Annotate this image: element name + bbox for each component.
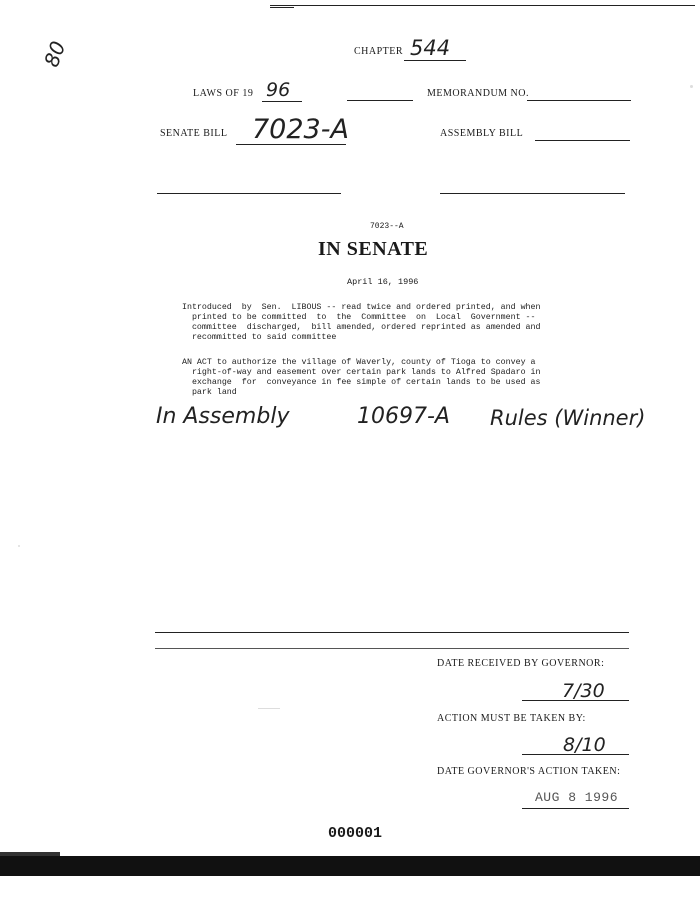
scan-speck (18, 545, 20, 547)
introduced-line: printed to be committed to the Committee on Local Government -- (182, 313, 536, 322)
action-taken-stamp: AUG 8 1996 (535, 790, 619, 805)
scan-speck (690, 85, 693, 88)
committee-note: Rules (Winner) (490, 406, 646, 430)
bill-date: April 16, 1996 (347, 277, 419, 287)
lower-rule-2 (155, 648, 629, 649)
top-rule-short (270, 7, 294, 8)
laws-year: 96 (266, 79, 291, 101)
bottom-edge-sliver (0, 852, 60, 856)
memo-label: MEMORANDUM NO. (427, 88, 530, 99)
assembly-bill-label: ASSEMBLY BILL (440, 128, 524, 139)
chapter-label: CHAPTER (354, 46, 404, 57)
act-line: exchange for conveyance in fee simple of certain lands to be used as (182, 378, 541, 387)
introduced-line: Introduced by Sen. LIBOUS -- read twice and ordered printed, and when (182, 303, 541, 312)
date-received-underline (522, 700, 629, 701)
date-received-value: 7/30 (562, 680, 605, 702)
page-number: 000001 (328, 825, 383, 842)
margin-mark: 80 (39, 37, 71, 71)
act-line: AN ACT to authorize the village of Waverly, county of Tioga to convey a (182, 358, 536, 367)
chamber-title: IN SENATE (318, 238, 429, 260)
bottom-black-band (0, 856, 700, 876)
in-assembly-note: In Assembly (156, 404, 290, 429)
action-must-underline (522, 754, 629, 755)
chapter-underline (404, 60, 466, 61)
action-must-value: 8/10 (563, 734, 606, 756)
assembly-bill-underline (535, 140, 630, 141)
action-taken-underline (522, 808, 629, 809)
scan-speck (258, 708, 280, 709)
act-line: right-of-way and easement over certain park lands to Alfred Spadaro in (182, 368, 541, 377)
introduced-line: committee discharged, bill amended, ordered reprinted as amended and (182, 323, 541, 332)
lower-rule-1 (155, 632, 629, 633)
senate-bill-value: 7023-A (252, 114, 349, 145)
chapter-value: 544 (410, 36, 451, 60)
action-must-label: ACTION MUST BE TAKEN BY: (437, 713, 586, 724)
introduced-line: recommitted to said committee (182, 333, 337, 342)
senate-bill-underline (236, 144, 346, 145)
senate-bill-label: SENATE BILL (160, 128, 228, 139)
blank-line-right (440, 193, 625, 194)
bill-number: 7023--A (370, 222, 404, 231)
blank-line-left (157, 193, 341, 194)
action-taken-label: DATE GOVERNOR'S ACTION TAKEN: (437, 766, 621, 777)
laws-underline (262, 101, 302, 102)
top-rule (270, 5, 695, 6)
act-line: park land (182, 388, 237, 397)
assembly-number-note: 10697-A (357, 404, 450, 429)
memo-underline (527, 100, 631, 101)
laws-label: LAWS OF 19 (193, 88, 254, 99)
laws-blank-line (347, 100, 413, 101)
date-received-label: DATE RECEIVED BY GOVERNOR: (437, 658, 605, 669)
